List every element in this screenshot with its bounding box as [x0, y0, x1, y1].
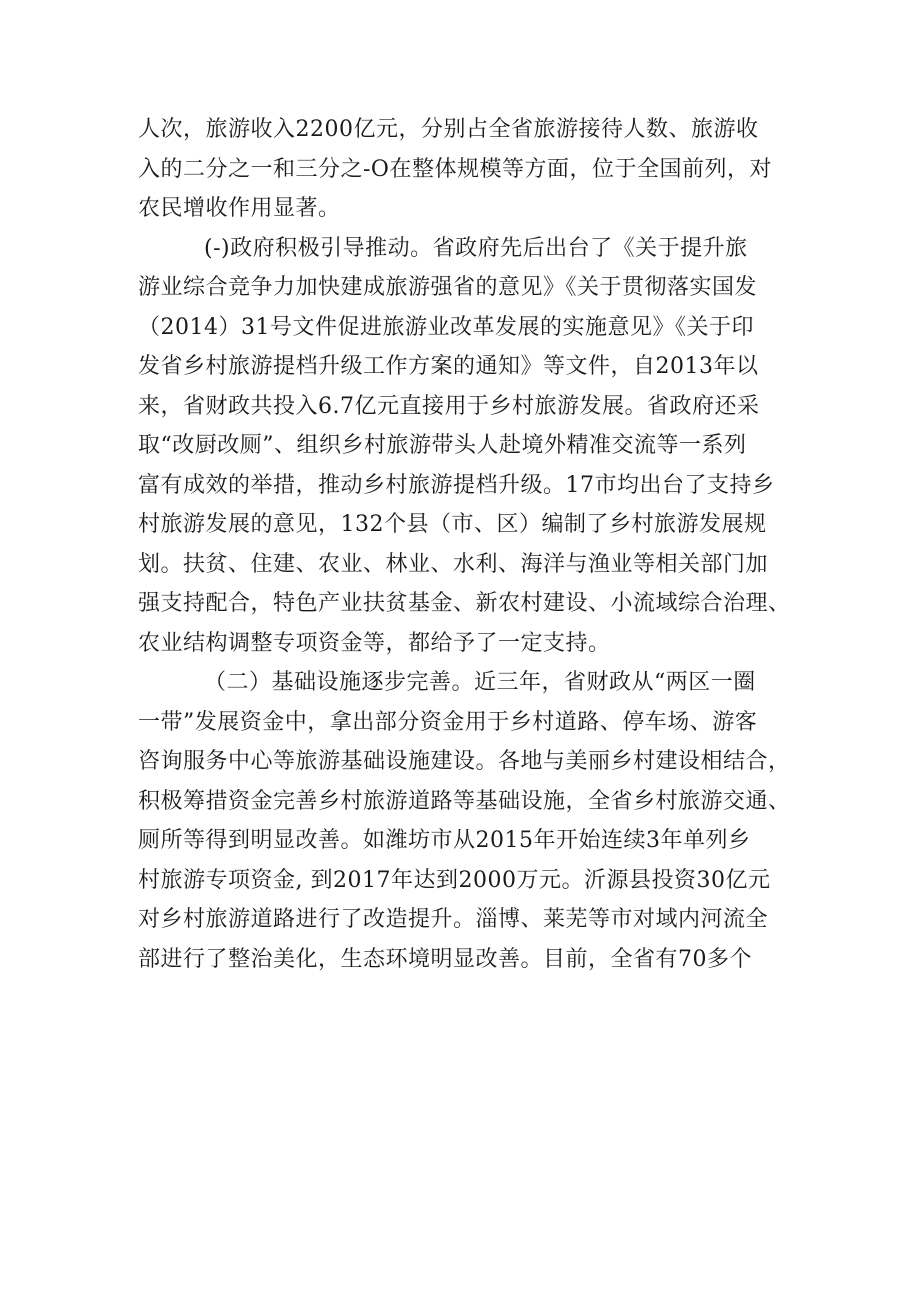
text-line: 入的二分之一和三分之-O在整体规模等方面，位于全国前列，对: [138, 156, 772, 182]
text-line: 厕所等得到明显改善。如潍坊市从2015年开始连续3年单列乡: [138, 828, 751, 853]
body-text: [138, 110, 791, 979]
text-line: 划。扶贫、住建、农业、林业、水利、海洋与渔业等相关部门加: [138, 551, 769, 577]
text-line: 游业综合竞争力加快建成旅游强省的意见》《关于贯彻落实国发: [138, 275, 758, 300]
text-line: 来，省财政共投入6.7亿元直接用于乡村旅游发展。省政府还采: [138, 393, 760, 419]
paragraph-start-line: (-)政府积极引导推动。省政府先后出台了《关于提升旅: [204, 235, 748, 261]
text-line: 人次，旅游收入2200亿元，分别占全省旅游接待人数、旅游收: [138, 117, 759, 142]
text-line: 强支持配合，特色产业扶贫基金、新农村建设、小流域综合治理、: [138, 591, 791, 616]
text-line: 咨询服务中心等旅游基础设施建设。各地与美丽乡村建设相结合，: [138, 749, 791, 774]
text-line: 取“改厨改厕”、组织乡村旅游带头人赴境外精准交流等一系列: [138, 433, 747, 458]
text-line: 部进行了整治美化，生态环境明显改善。目前，全省有70多个: [138, 946, 752, 972]
text-line: 对乡村旅游道路进行了改造提升。淄博、莱芜等市对域内河流全: [138, 907, 769, 932]
text-line: （2014）31号文件促进旅游业改革发展的实施意见》《关于印: [138, 314, 754, 340]
text-line: 农民增收作用显著。: [138, 196, 341, 221]
paragraph-start-line: （二）基础设施逐步完善。近三年，省财政从“两区一圈: [204, 670, 756, 695]
text-line: 村旅游专项资金, 到2017年达到2000万元。沂源县投资30亿元: [138, 867, 771, 893]
text-line: 富有成效的举措，推动乡村旅游提档升级。17市均出台了支持乡: [138, 472, 775, 498]
text-line: 村旅游发展的意见，132个县（市、区）编制了乡村旅游发展规: [138, 512, 767, 537]
text-line: 农业结构调整专项资金等，都给予了一定支持。: [138, 630, 611, 656]
text-line: 发省乡村旅游提档升级工作方案的通知》等文件，自2013年以: [138, 354, 759, 379]
text-line: 一带”发展资金中，拿出部分资金用于乡村道路、停车场、游客: [138, 709, 758, 735]
text-line: 积极筹措资金完善乡村旅游道路等基础设施，全省乡村旅游交通、: [138, 788, 791, 814]
